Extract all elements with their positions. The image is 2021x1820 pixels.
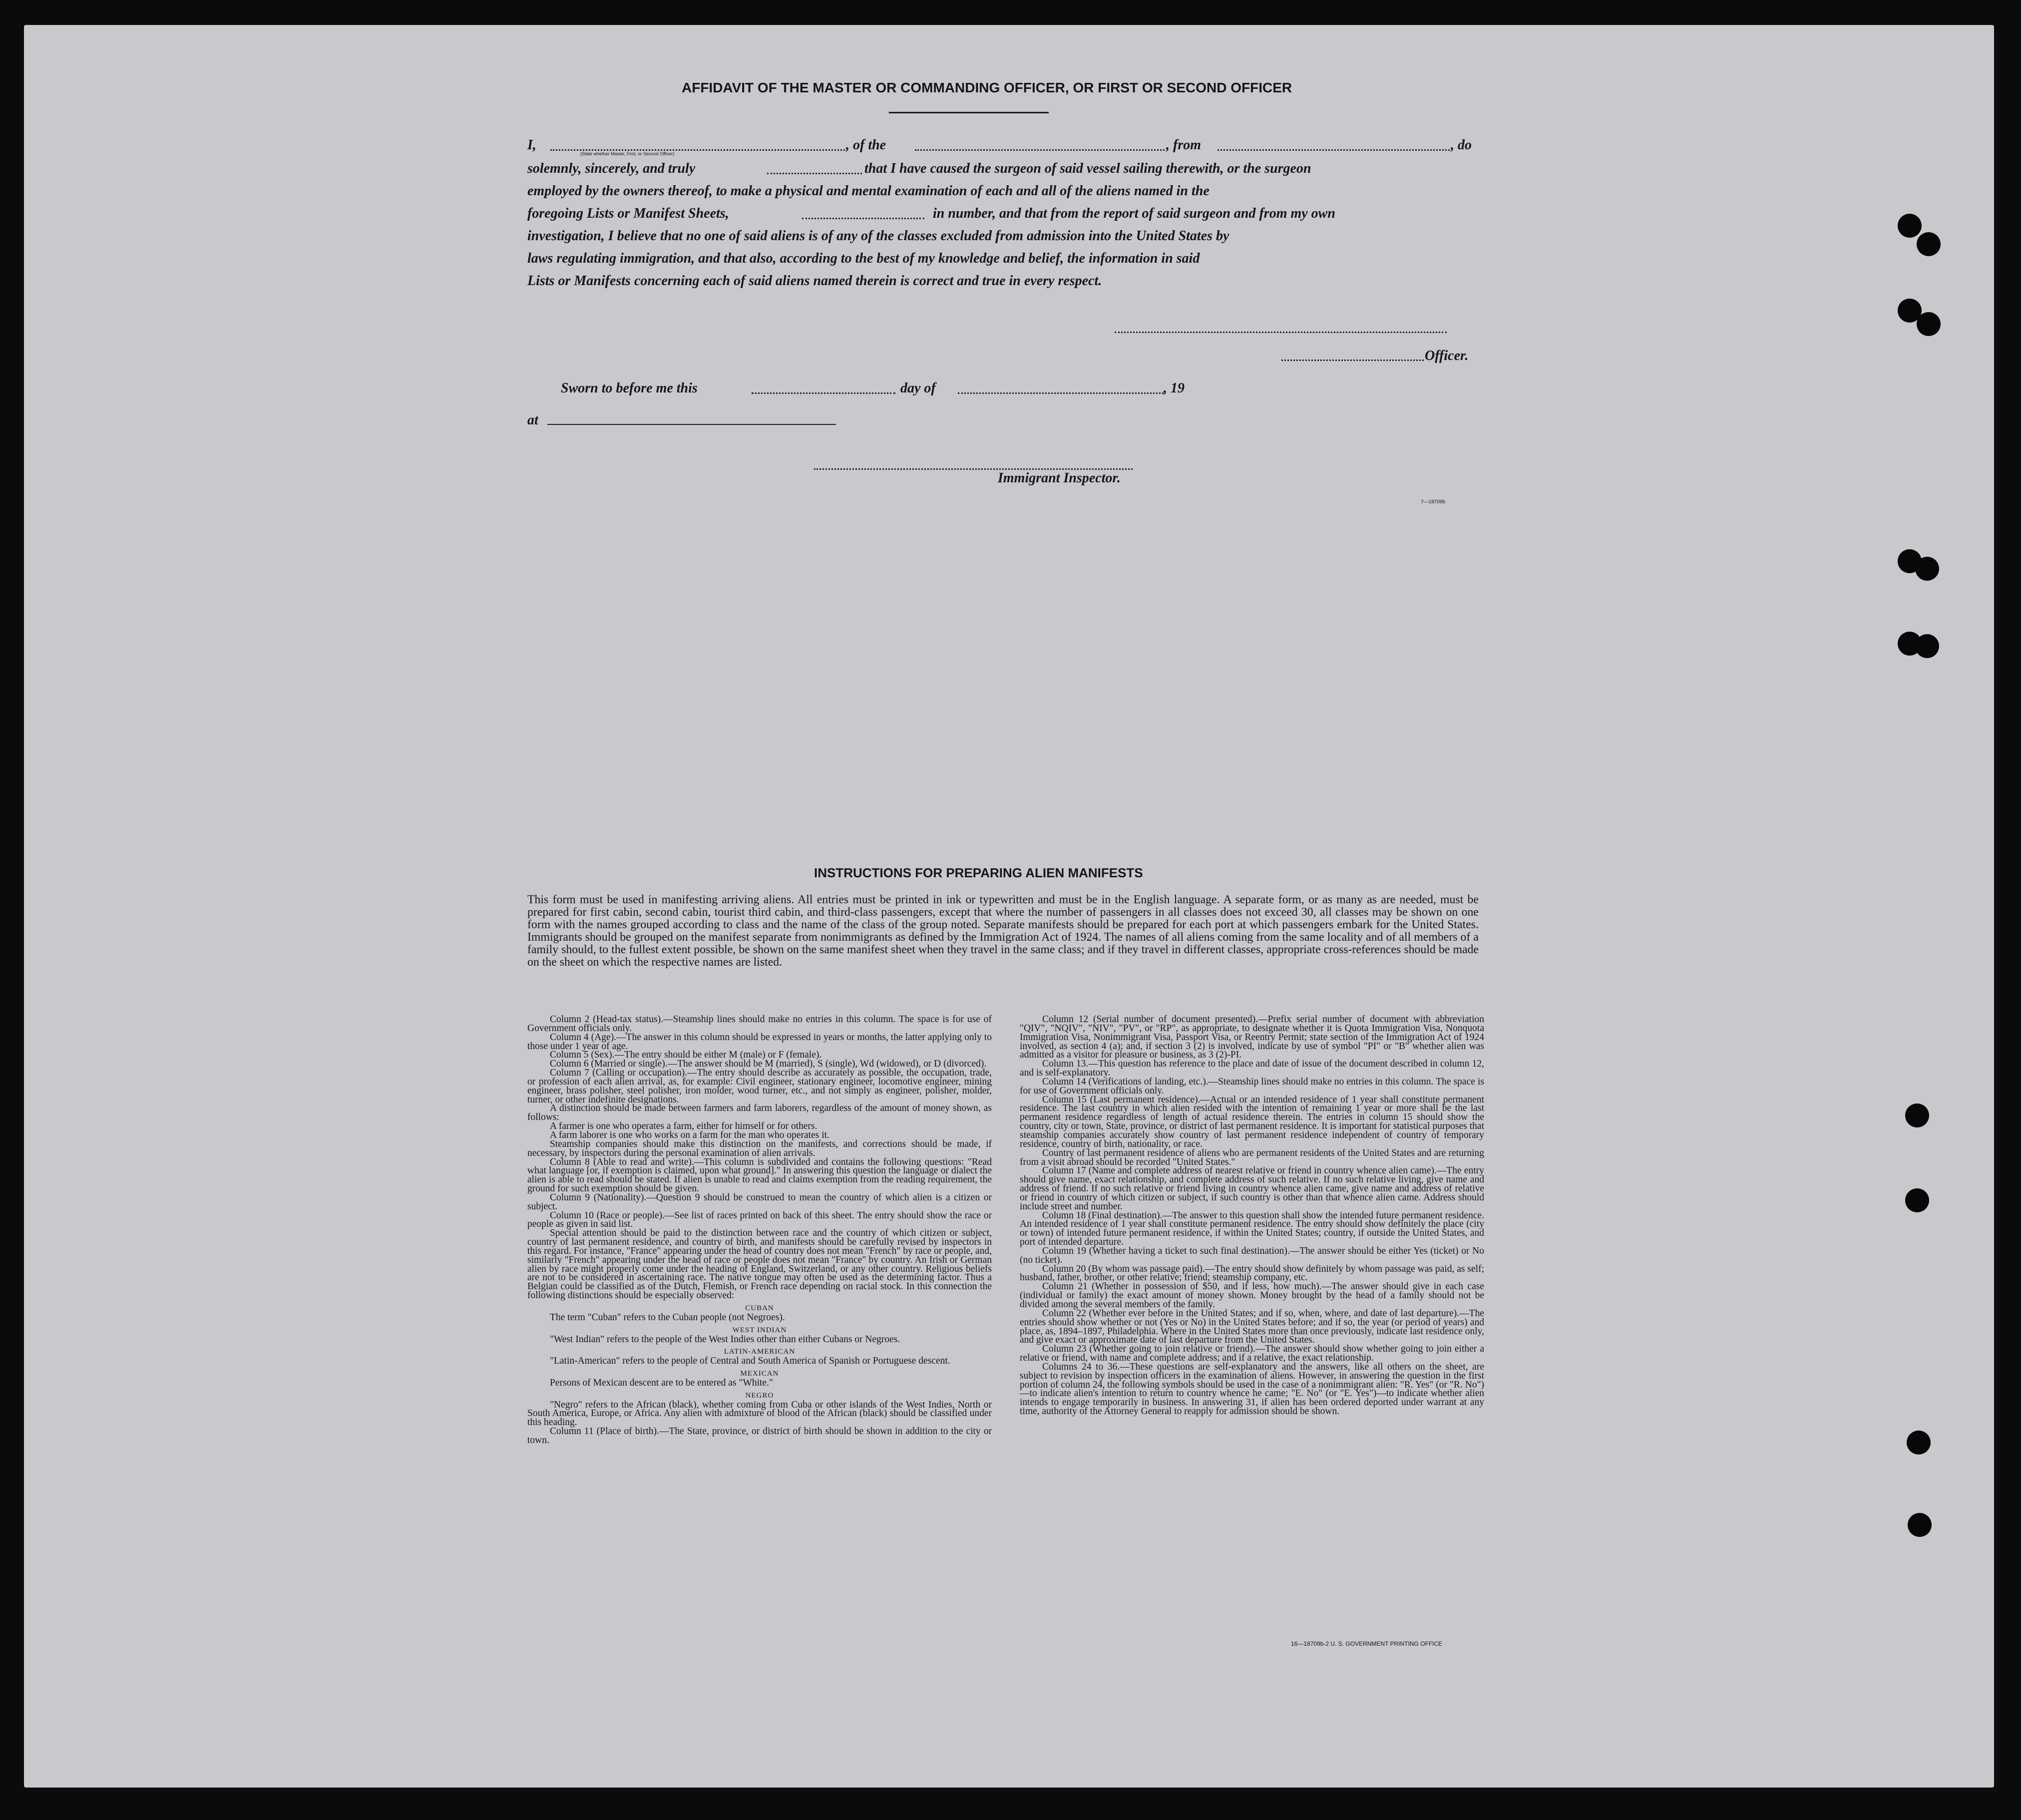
instruction-paragraph: Column 12 (Serial number of document presented).—Prefix serial number of document with abbreviation "QIV", "NQIV", "NIV", "PV", or "RP", as appropriate, to designate whether it is Quota Immigration Visa, Nonquota Immigration Visa, Nonimmigrant Visa, Passport Visa, or Reentry Permit; state section of the Immigration Act of 1924 involved, as section 4 (a); and, if section 3 (2) is involved, indicate by use of symbol "PI" or "B" whether alien was admitted as a visitor for pleasure or business, as 3 (2)-PI. [1020, 1014, 1484, 1061]
port-blank [1217, 149, 1450, 151]
binder-hole [1905, 1103, 1929, 1127]
instruction-paragraph: Steamship companies should make this distinction on the manifests, and corrections should be made, if necessary, by inspectors during the personal examination of alien arrivals. [527, 1138, 992, 1158]
instruction-paragraph: Column 17 (Name and complete address of nearest relative or friend in country whence alien came).—The entry should give name, exact relationship, and complete address of such relative. If no such relative living, give name and address of friend. If no such relative or friend living in country whence alien came, give name and address of relative or friend in country of which citizen or subject, if such country is other than that whence alien came. Address should include street and number. [1020, 1165, 1484, 1212]
heading-west-indian: WEST INDIAN [732, 1326, 787, 1334]
affidavit-i: I, [527, 137, 536, 153]
sworn-month-blank [958, 392, 1164, 394]
officer-label: Officer. [1425, 348, 1469, 364]
instruction-paragraph: Columns 24 to 36.—These questions are self-explanatory and the answers, like all others on the sheet, are subject to revision by inspection officers in the examination of aliens. However, in answering the question in the first portion of column 24, the following symbols should be used in the case of a nonimmigrant alien: "R. Yes" (or "R. No")—to indicate alien's intention to return to country whence he came; "E. No" (or "E. Yes")—to indicate whether alien intends to engage temporarily in business. In answering 31, if alien has been ordered deported under warrant at any time, authority of the Attorney General to reapply for admission should be shown. [1020, 1361, 1484, 1417]
affidavit-line4a: foregoing Lists or Manifest Sheets, [527, 206, 729, 221]
instruction-paragraph: Column 15 (Last permanent residence).—Actual or an intended residence of 1 year shall constitute permanent residence. The last country in which alien resided with the intention of remaining 1 year or more shall be the last permanent residence regardless of length of actual residence therein. The entries in column 15 should show the country, city or town, State, province, or district of last permanent residence. It is important for statistical purposes that steamship companies accurately show country of last permanent residence independent of country of temporary residence, country of birth, nationality, or race. [1020, 1094, 1484, 1149]
affidavit-from: , from [1166, 137, 1201, 153]
signature-blank [1115, 332, 1447, 333]
binder-hole [1917, 232, 1941, 256]
sheet-count-blank [802, 218, 924, 219]
instruction-paragraph: A farmer is one who operates a farm, either for himself or for others. [550, 1121, 817, 1132]
inspector-label: Immigrant Inspector. [998, 470, 1121, 486]
officer-rank-blank [550, 149, 845, 151]
instruction-paragraph: A farm laborer is one who works on a farm for the man who operates it. [550, 1129, 829, 1140]
cuban-definition: The term "Cuban" refers to the Cuban people (not Negroes). [550, 1312, 785, 1323]
affidavit-line4b: in number, and that from the report of said surgeon and from my own [933, 206, 1335, 221]
instruction-paragraph: Column 4 (Age).—The answer in this column should be expressed in years or months, the latter applying only to those under 1 year of age. [527, 1032, 992, 1052]
instruction-paragraph: A distinction should be made between farmers and farm laborers, regardless of the amount of money shown, as follows: [527, 1103, 992, 1123]
binder-hole [1898, 214, 1922, 238]
instruction-paragraph: Country of last permanent residence of aliens who are permanent residents of the United States and are returning from a visit abroad should be recorded "United States." [1020, 1147, 1484, 1167]
heading-cuban: CUBAN [745, 1304, 774, 1312]
affidavit-line2b: that I have caused the surgeon of said vessel sailing therewith, or the surgeon [864, 161, 1311, 176]
officer-blank [1281, 360, 1424, 361]
west-indian-definition: "West Indian" refers to the people of the West Indies other than either Cubans or Negroes. [550, 1334, 900, 1345]
affidavit-line5: investigation, I believe that no one of said aliens is of any of the classes excluded from admission into the United States by [527, 228, 1229, 244]
latin-american-definition: "Latin-American" refers to the people of Central and South America of Spanish or Portuguese descent. [550, 1356, 950, 1367]
instructions-left-column [527, 1015, 992, 1445]
binder-hole [1907, 1431, 1931, 1455]
title-rule [889, 112, 1049, 113]
sworn-label: Sworn to before me this [561, 380, 698, 396]
instructions-right-column [1020, 1015, 1484, 1416]
affidavit-title: AFFIDAVIT OF THE MASTER OR COMMANDING OFFICER, OR FIRST OR SECOND OFFICER [682, 80, 1292, 95]
instruction-paragraph: Column 19 (Whether having a ticket to such final destination).—The answer should be either Yes (ticket) or No (no ticket). [1020, 1245, 1484, 1265]
negro-definition: "Negro" refers to the African (black), whether coming from Cuba or other islands of the West Indies, North or South America, Europe, or Africa. Any alien with admixture of blood of the African (black) should be classified under this heading. [527, 1399, 992, 1428]
affidavit-line2a: solemnly, sincerely, and truly [527, 161, 696, 176]
binder-hole [1905, 1188, 1929, 1212]
binder-hole [1915, 557, 1939, 581]
instruction-paragraph: Column 10 (Race or people).—See list of races printed on back of this sheet. The entry should show the race or people as given in said list. [527, 1210, 992, 1230]
instruction-paragraph: Column 14 (Verifications of landing, etc.).—Steamship lines should make no entries in this column. The space is for use of Government officials only. [1020, 1076, 1484, 1096]
instruction-paragraph: Column 6 (Married or single).—The answer should be M (married), S (single), Wd (widowed), or D (divorced). [550, 1059, 987, 1070]
inspector-signature-blank [814, 468, 1133, 470]
affidavit-of-the: , of the [846, 137, 886, 153]
binder-hole [1915, 634, 1939, 658]
instruction-paragraph: Column 18 (Final destination).—The answer to this question shall show the intended future permanent residence. An intended residence of 1 year shall constitute permanent residence. The entry should show definitely the place (city or town) of intended future permanent residence, if within the United States; country, if outside the United States, and port of intended departure. [1020, 1210, 1484, 1248]
officer-rank-note: (State whether Master, First, or Second Officer) [580, 151, 675, 156]
affidavit-line7: Lists or Manifests concerning each of said aliens named therein is correct and true in every respect. [527, 273, 1102, 289]
affidavit-line6: laws regulating immigration, and that also, according to the best of my knowledge and belief, the information in said [527, 251, 1200, 266]
instruction-paragraph: Column 7 (Calling or occupation).—The entry should describe as accurately as possible, the occupation, trade, or profession of each alien arrival, as, for example: Civil engineer, stationary engineer, locomotive engineer, mining engineer, brass polisher, steel polisher, iron molder, wood turner, etc., and not simply as engineer, polisher, molder, turner, or other indefinite designations. [527, 1068, 992, 1105]
instructions-title: INSTRUCTIONS FOR PREPARING ALIEN MANIFESTS [814, 865, 1143, 880]
instruction-paragraph: Column 8 (Able to read and write).—This column is subdivided and contains the following questions: "Read what language [or, if exemption is claimed, upon what ground]." In answering this question the language or dialect the alien is able to read should be stated. If alien is unable to read and claims exemption from the reading requirement, the ground for such exemption should be given. [527, 1156, 992, 1194]
heading-negro: NEGRO [745, 1391, 774, 1400]
at-label: at [527, 412, 538, 428]
instruction-paragraph: Column 9 (Nationality).—Question 9 should be construed to mean the country of which alien is a citizen or subject. [527, 1192, 992, 1212]
at-place-blank [547, 424, 836, 425]
instruction-paragraph: Special attention should be paid to the distinction between race and the country of which citizen or subject, country of last permanent residence, and country of birth, and manifests should be carefully revised by inspectors in this regard. For instance, "France" appearing under the head of country does not mean "French" by race or people, and, similarly "French" appearing under the head of race or people does not mean "France" by country. An Irish or German alien by race might properly come under the heading of England, Switzerland, or any other country. Religious beliefs are not to be considered in ascertaining race. The native tongue may often be used as the determining factor. Thus a Belgian could be classified as of the Dutch, Flemish, or French race depending on racial stock. In this connection the following distinctions should be especially observed: [527, 1228, 992, 1301]
instruction-paragraph: Column 21 (Whether in possession of $50, and if less, how much).—The answer should give in each case (individual or family) the exact amount of money shown. Money brought by the head of a family should not be divided among the several members of the family. [1020, 1281, 1484, 1310]
binder-hole [1917, 312, 1941, 336]
oath-blank [767, 173, 862, 174]
sworn-year-label: , 19 [1164, 380, 1185, 396]
instruction-paragraph: Column 13.—This question has reference to the place and date of issue of the document described in column 12, and is self-explanatory. [1020, 1059, 1484, 1079]
column-11-instruction: Column 11 (Place of birth).—The State, province, or district of birth should be shown in addition to the city or town. [527, 1426, 992, 1446]
affidavit-line3: employed by the owners thereof, to make a physical and mental examination of each and all of the aliens named in the [527, 183, 1210, 199]
heading-latin-american: LATIN-AMERICAN [724, 1348, 796, 1356]
instruction-paragraph: Column 23 (Whether going to join relative or friend).—The answer should show whether going to join either a relative or friend, with name and complete address; and if a relative, the exact relationship. [1020, 1344, 1484, 1364]
heading-mexican: MEXICAN [740, 1370, 779, 1378]
vessel-name-blank [915, 149, 1165, 151]
sworn-day-blank [752, 392, 895, 394]
sworn-day-label: day of [900, 380, 936, 396]
mexican-definition: Persons of Mexican descent are to be entered as "White." [550, 1377, 773, 1388]
instruction-paragraph: Column 5 (Sex).—The entry should be either M (male) or F (female). [550, 1050, 822, 1061]
affidavit-form-code: 7—18709b [1421, 499, 1445, 505]
instructions-intro: This form must be used in manifesting arriving aliens. All entries must be printed in ink or typewritten and must be in the English language. A separate form, or as many as are needed, must be prepared for first cabin, second cabin, tourist third cabin, and third-class passengers, except that where the number of passengers in all classes does not exceed 30, all classes may be shown on one form with the names grouped according to class and the name of the class of the group noted. Separate manifests should be prepared for each port at which passengers embark for the United States. Immigrants should be grouped on the manifest separate from nonimmigrants as defined by the Immigration Act of 1924. The names of all aliens coming from the same locality and of all members of a family should, to the fullest extent possible, be shown on the same manifest sheet when they travel in the same class; and if they travel in different classes, appropriate cross-references should be made on the sheet on which the respective names are listed. [527, 893, 1479, 969]
instruction-paragraph: Column 20 (By whom was passage paid).—The entry should show definitely by whom passage was paid, as self; husband, father, brother, or other relative; friend; steamship company, etc. [1020, 1263, 1484, 1283]
printing-office-footer: 16—18709b-2 U. S. GOVERNMENT PRINTING OFFICE [1291, 1640, 1443, 1647]
instruction-paragraph: Column 22 (Whether ever before in the United States; and if so, when, where, and date of last departure).—The entries should show whether or not (Yes or No) in the United States before; and if so, the year (or period of years) and place, as, 1894–1897, Philadelphia. Where in the United States more than once previously, indicate last residence only, and give exact or approximate date of last departure from the United States. [1020, 1308, 1484, 1346]
binder-hole [1908, 1513, 1932, 1537]
affidavit-do: , do [1451, 137, 1472, 153]
instruction-paragraph: Column 2 (Head-tax status).—Steamship lines should make no entries in this column. The space is for use of Government officials only. [527, 1014, 992, 1034]
